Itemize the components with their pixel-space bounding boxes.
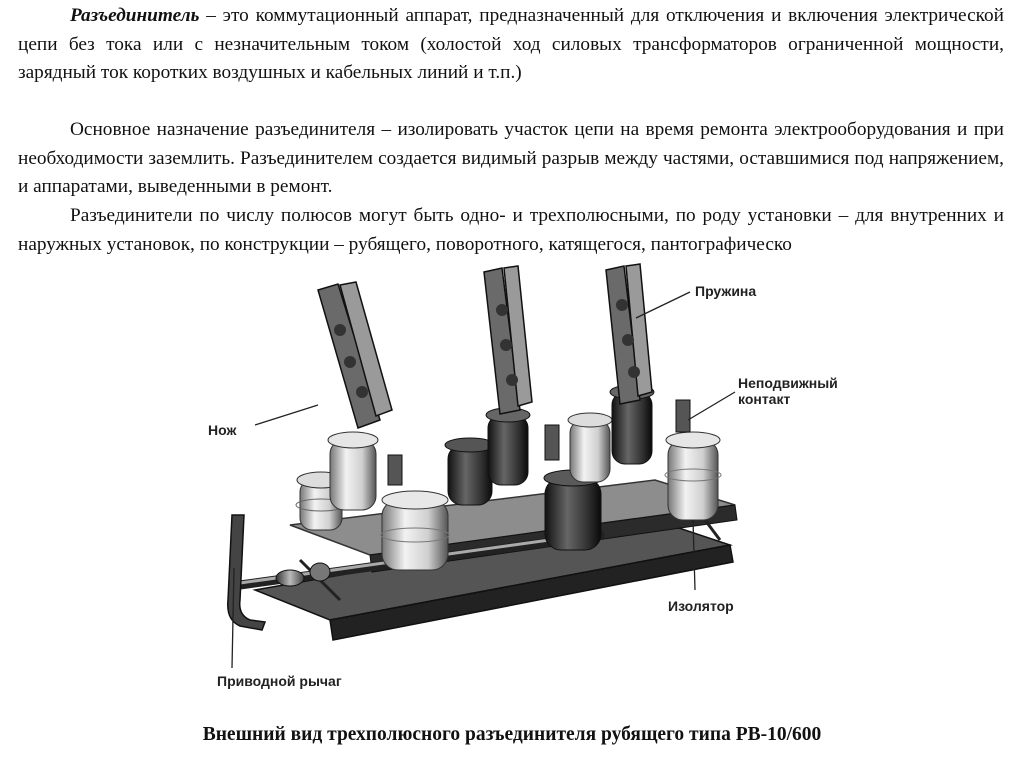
label-fixed-contact: Неподвижный контакт [738,375,838,407]
label-insulator: Изолятор [668,598,734,614]
paragraph-types: Разъединители по числу полюсов могут быть одно- и трехполюсными, по роду установки – для внутренних и наружных установок, по конструкции – рубящего, поворотного, катящегося, пантографическо [18,205,1004,255]
definition-text: – это коммутационный аппарат, предназначенный для отключения и включения электрической цепи без тока или с незначительным током (холостой ход силовых трансформаторов ограниченной мощности, зарядный ток коротких воздушных и кабельных линий и т.п.) [18,5,1004,84]
label-spring: Пружина [695,283,757,299]
label-drive-lever: Приводной рычаг [217,673,342,689]
term-disconnector: Разъединитель [70,5,200,26]
label-knife: Нож [208,422,237,438]
paragraph-purpose: Основное назначение разъединителя – изолировать участок цепи на время ремонта электрооборудования и при необходимости заземлить. Разъединителем создается видимый разрыв между частями, оставшимися под напряжением, и аппаратами, выведенными в ремонт. [18,119,1004,198]
figure-caption: Внешний вид трехполюсного разъединителя рубящего типа РВ-10/600 [202,724,822,745]
